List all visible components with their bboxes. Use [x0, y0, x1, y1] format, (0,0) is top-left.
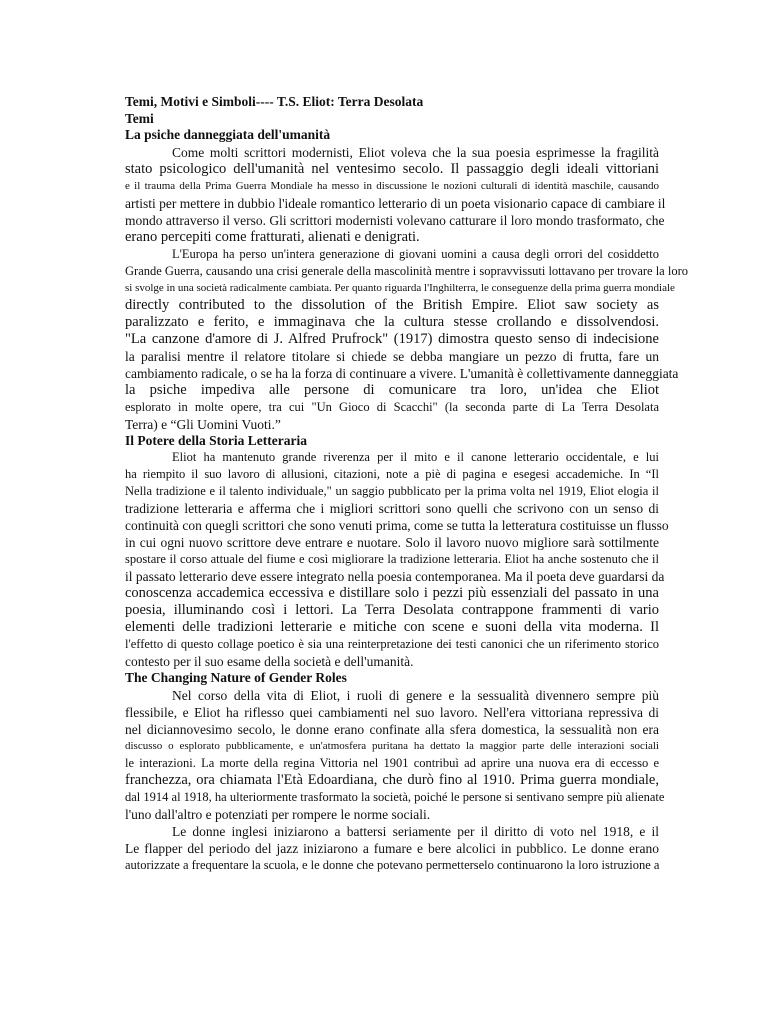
text-line: spostare il corso attuale del fiume e così migliorare la tradizione letteraria. Eliot ha anche sostenuto che il [125, 552, 659, 566]
paragraph-gender-1 [125, 687, 665, 823]
text-line: nel diciannovesimo secolo, le donne erano confinate alla sfera domestica, la sessualità non era [125, 721, 659, 737]
subheading-potere: Il Potere della Storia Letteraria [125, 432, 307, 448]
text-line: continuità con quegli scrittori che sono venuti prima, come se tutta la letteratura costituisse un flusso [125, 518, 669, 533]
text-line: Le flapper del periodo del jazz iniziarono a fumare e bere alcolici in pubblico. Le donne erano [125, 840, 659, 856]
text-line: il passato letterario deve essere integrato nella poesia contemporanea. Ma il poeta deve guardarsi da [125, 569, 665, 584]
text-line: Le donne inglesi iniziarono a battersi seriamente per il diritto di voto nel 1918, e il [172, 823, 659, 839]
text-line: si svolge in una società radicalmente cambiata. Per quanto riguarda l'Inghilterra, le conseguenze della prima guerra mondiale [125, 281, 675, 294]
text-line: autorizzate a frequentare la scuola, e le donne che potevano permetterselo continuarono la loro istruzione a [125, 857, 660, 872]
text-line: l'uno dall'altro e potenziati per rompere le norme sociali. [125, 806, 431, 822]
text-line: Nella tradizione e il talento individuale," un saggio pubblicato per la prima volta nel 1919, Eliot elogia il [125, 484, 659, 498]
text-line: mondo attraverso il verso. Gli scrittori modernisti volevano catturare il loro mondo trasformato, che [125, 212, 665, 228]
document-page [125, 94, 688, 874]
text-line: discusso o esplorato pubblicamente, e un'atmosfera puritana ha dettato la maggior parte delle interazioni sociali [125, 739, 659, 752]
subheading-psiche: La psiche danneggiata dell'umanità [125, 127, 331, 142]
text-line: franchezza, ora chiamata l'Età Edoardiana, che durò fino al 1910. Prima guerra mondiale, [125, 771, 659, 788]
document-title: Temi, Motivi e Simboli---- T.S. Eliot: Terra Desolata [125, 94, 424, 109]
text-line: L'Europa ha perso un'intera generazione di giovani uomini a causa degli orrori del cosiddetto [172, 246, 659, 261]
text-line: Terra) e “Gli Uomini Vuoti.” [125, 416, 281, 432]
text-line: Grande Guerra, causando una crisi generale della mascolinità mentre i sopravvissuti lottavano per trovare la loro [125, 263, 688, 278]
text-line: in cui ogni nuovo scrittore deve entrare e nuotare. Solo il lavoro nuovo migliore sarà sottilmente [125, 535, 659, 550]
text-line: "La canzone d'amore di J. Alfred Prufrock" (1917) dimostra questo senso di indecisione [125, 330, 659, 347]
section-heading-temi: Temi [125, 110, 154, 126]
text-line: stato psicologico dell'umanità nel ventesimo secolo. Il passaggio degli ideali vittoriani [125, 160, 659, 177]
text-line: tradizione letteraria e afferma che i migliori scrittori sono quelli che scrivono con un senso di [125, 501, 659, 516]
text-line: flessibile, e Eliot ha riflesso quei cambiamenti nel suo lavoro. Nell'era vittoriana repressiva di [125, 704, 659, 720]
text-line: e il trauma della Prima Guerra Mondiale ha messo in discussione le nozioni culturali di identità maschile, causando [125, 179, 659, 192]
paragraph-gender-2 [125, 823, 659, 874]
text-line: artisti per mettere in dubbio l'ideale romantico letterario di un poeta visionario capace di cambiare il [125, 195, 666, 211]
paragraph-psiche-1 [125, 144, 666, 246]
paragraph-psiche-2 [125, 246, 688, 433]
text-line: esplorato in molte opere, tra cui "Un Gioco di Scacchi" (la seconda parte di La Terra Desolata [125, 399, 659, 414]
text-line: erano percepiti come fratturati, alienati e denigrati. [125, 228, 420, 245]
text-line: cambiamento radicale, o se ha la forza di continuare a vivere. L'umanità è collettivamente danneggiata [125, 365, 679, 381]
text-line: l'effetto di questo collage poetico è sia una reinterpretazione dei testi canonici che un riferimento storico [125, 637, 659, 651]
text-line: ha riempito il suo lavoro di allusioni, citazioni, note a piè di pagina e esegesi accademiche. In “Il [125, 467, 659, 481]
text-line: Eliot ha mantenuto grande riverenza per il mito e il canone letterario occidentale, e lui [172, 450, 659, 464]
text-line: conoscenza accademica eccessiva e distillare solo i pezzi più essenziali del passato in una [125, 585, 659, 601]
text-line: poesia, illuminando così i lettori. La Terra Desolata contrappone frammenti di vario [125, 602, 659, 618]
subheading-gender-roles: The Changing Nature of Gender Roles [125, 670, 347, 685]
text-line: contesto per il suo esame della società e dell'umanità. [125, 654, 414, 669]
text-line: le interazioni. La morte della regina Vittoria nel 1901 contribuì ad aprire una nuova era di eccesso e [125, 755, 659, 770]
text-line: dal 1914 al 1918, ha ulteriormente trasformato la società, poiché le persone si sentivano sempre più alienate [125, 789, 665, 804]
text-line: elementi delle tradizioni letterarie e mitiche con scene e suoni della vita moderna. Il [125, 619, 659, 635]
text-line: directly contributed to the dissolution of the British Empire. Eliot saw society as [125, 296, 659, 313]
text-line: la paralisi mentre il relatore titolare si chiede se debba mangiare un pezzo di frutta, fare un [125, 348, 659, 364]
text-line: Come molti scrittori modernisti, Eliot voleva che la sua poesia esprimesse la fragilità [172, 144, 659, 160]
paragraph-potere [125, 449, 669, 670]
text-line: paralizzato e ferito, e immaginava che la cultura stesse crollando e dissolvendosi. [125, 313, 659, 330]
text-line: Nel corso della vita di Eliot, i ruoli di genere e la sessualità divennero sempre più [172, 687, 659, 703]
text-line: la psiche impediva alle persone di comunicare tra loro, un'idea che Eliot [125, 381, 659, 398]
